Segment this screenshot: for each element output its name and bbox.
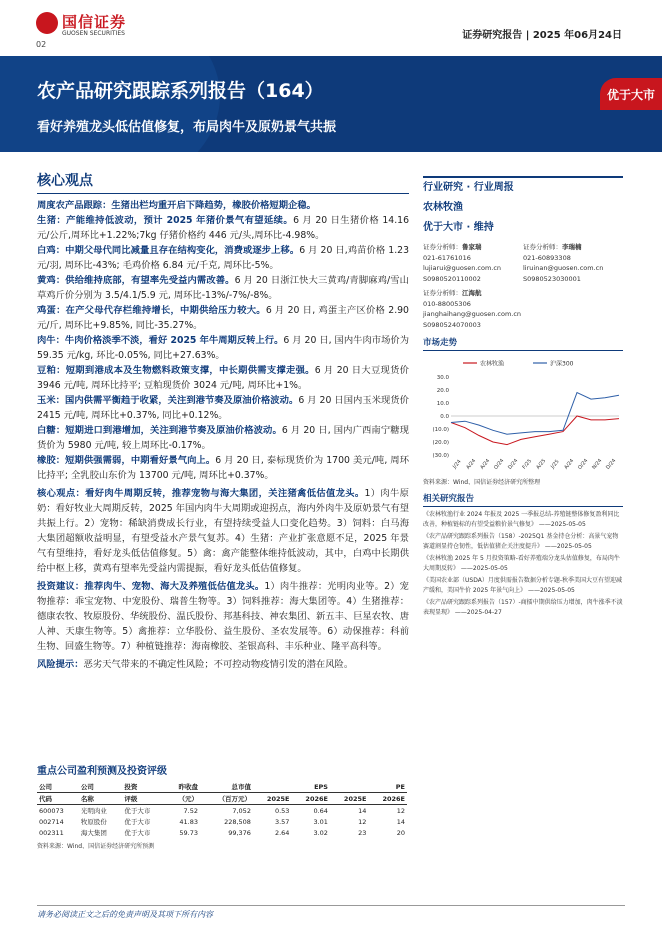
cell-eps1: 3.57 <box>274 817 290 826</box>
core-views-heading: 核心观点 <box>37 170 409 194</box>
commodity-item <box>37 423 409 453</box>
analyst-email[interactable]: jianghaihang@guosen.com.cn <box>423 310 522 318</box>
related-report-item[interactable]: 《农产品研究跟踪系列报告（158）-2025Q1 基金持仓分析：高景气宠物赛道割显持仓韧性，低估值猪企关注度提升》 ——2025-05-05 <box>423 533 619 550</box>
industry-label: 行业研究 · 行业周报 <box>423 176 623 196</box>
x-tick-label: D/24 <box>605 457 618 471</box>
analyst-name: 鲁家瑞 <box>462 243 482 251</box>
cell-name: 牧原股份 <box>80 818 107 826</box>
logo-text-en: GUOSEN SECURITIES <box>62 30 125 37</box>
risk-label: 风险提示： <box>37 659 84 670</box>
table-row <box>37 805 407 817</box>
cell-rating: 优于大市 <box>124 829 151 837</box>
cell-eps2: 3.01 <box>313 817 328 826</box>
logo-text-cn: 国信证券 <box>62 13 127 31</box>
weekly-intro <box>37 198 409 213</box>
th-rating2: 评级 <box>122 793 166 805</box>
commodity-item-text: 6 月 20 日, 泰标现货价为 1700 美元/吨, 周环比持平; 全乳胶山东价为 13700 元/吨, 周环比+0.37%。 <box>37 455 409 481</box>
analyst-role: 证券分析师： <box>523 243 562 251</box>
company-logo <box>36 10 176 44</box>
analyst-header <box>523 242 623 253</box>
report-title: 农产品研究跟踪系列报告（164） <box>37 80 324 102</box>
commodity-item-label: 肉牛：牛肉价格淡季不淡，看好 2025 年牛周期反转上行。 <box>37 335 284 346</box>
cell-code: 002714 <box>39 817 64 826</box>
commodity-item-text: 6 月 20 日, 鸡蛋主产区价格 2.90 元/斤, 周环比+9.85%, 同比-35.27%。 <box>37 305 409 331</box>
x-tick-label: N/24 <box>591 457 604 471</box>
commodity-item <box>37 303 409 333</box>
earnings-table <box>37 781 407 838</box>
commodity-item-text: 6 月 20 日大豆现货价 3946 元/吨, 周环比持平; 豆粕现货价 3024 元/吨, 周环比+1%。 <box>37 365 409 391</box>
analyst-phone: 021-61761016 <box>423 253 471 262</box>
core-view-text: 1）肉牛原奶：看好牧业大周期反转，2025 年国内肉牛大周期或迎拐点，海内外肉牛及原奶景气有望共振上行。2）宠物：稀缺消费成长行业，有望持续受益人口变化趋势。3）饲料：白马海大集团超额收益明显，有望受益水产景气复苏。4）生猪：产业扩张意愿不足，2025 年景气有望维持，看好龙头低估值修复。5）禽：禽产能整体维持低波动，其中，白鸡中长期供给中枢上移，黄鸡有望率先受益内需提振，看好龙头低估值修复。 <box>37 488 409 574</box>
th-mcap-unit: （百万元） <box>200 793 253 805</box>
commodity-item-text: 6 月 20 日生猪价格 14.16 元/公斤,周环比+1.22%;7kg 仔猪价格约 446 元/头,周环比-4.98%。 <box>37 215 409 241</box>
commodity-item <box>37 393 409 423</box>
cell-eps1: 0.53 <box>274 806 290 815</box>
th-pe: PE <box>330 781 407 793</box>
sector-rating: 优于大市 · 维持 <box>423 222 494 233</box>
risk-text: 恶劣天气带来的不确定性风险；不可控动物疫情引发的潜在风险。 <box>83 659 354 670</box>
core-view-label: 核心观点：看好肉牛周期反转，推荐宠物与海大集团，关注猪禽低估值龙头。 <box>37 488 365 499</box>
y-tick-label: (10.0) <box>432 427 449 433</box>
legend-label: 沪深300 <box>550 360 574 368</box>
related-report-item[interactable]: 《农林牧渔行业 2024 年报及 2025 一季报总结-养殖链整体修复盈利同比改善，种植链标的有望受益粮价景气修复》 ——2025-05-05 <box>423 511 620 528</box>
commodity-item <box>37 243 409 273</box>
commodity-item <box>37 453 409 483</box>
x-tick-label: O/24 <box>493 457 506 471</box>
y-tick-label: 0.0 <box>440 414 449 420</box>
analyst-email[interactable]: liruinan@guosen.com.cn <box>523 264 604 272</box>
table-row <box>37 827 407 838</box>
th-price: 昨收盘 <box>166 781 200 793</box>
analyst-cert: S0980523030001 <box>523 274 581 283</box>
earnings-table-body <box>37 805 407 839</box>
cell-pe1: 12 <box>358 817 367 826</box>
cell-mcap: 99,376 <box>228 828 251 837</box>
analyst-header <box>423 288 523 299</box>
x-tick-label: O/24 <box>577 457 590 471</box>
trend-chart-svg <box>423 355 623 475</box>
analyst-card <box>423 288 523 330</box>
x-tick-label: F/25 <box>521 458 534 471</box>
y-tick-label: 20.0 <box>436 388 449 394</box>
commodity-item-text: 6 月 20 日, 国内广西南宁糖现货价为 5980 元/吨, 较上周环比-0.17%。 <box>37 425 409 451</box>
x-tick-label: J/25 <box>549 458 561 470</box>
earnings-table-title: 重点公司盈利预测及投资评级 <box>37 766 167 777</box>
th-pe-2026: 2026E <box>368 793 407 805</box>
commodity-item-label: 豆粕：短期到港成本及生物燃料政策支撑，中长期供需支撑走强。 <box>37 365 315 376</box>
th-price-unit: （元） <box>166 793 200 805</box>
disclaimer-footer: 请务必阅读正文之后的免责声明及其项下所有内容 <box>37 905 625 920</box>
x-tick-label: A/24 <box>563 458 576 471</box>
commodity-item <box>37 273 409 303</box>
logo-mark-icon <box>36 12 58 34</box>
cell-rating: 优于大市 <box>124 807 151 815</box>
commodity-item-label: 生猪：产能维持低波动，预计 2025 年猪价景气有望延续。 <box>37 215 294 226</box>
x-tick-label: A/24 <box>479 458 492 471</box>
x-tick-label: A/25 <box>535 458 548 471</box>
cell-rating: 优于大市 <box>124 818 151 826</box>
commodity-item-label: 白糖：短期进口到港增加，关注到港节奏及原油价格波动。 <box>37 425 282 436</box>
th-eps: EPS <box>253 781 330 793</box>
analyst-role: 证券分析师： <box>423 289 462 297</box>
y-tick-label: 30.0 <box>436 375 449 381</box>
legend-label: 农林牧渔 <box>480 360 505 368</box>
related-report-item[interactable]: 《农产品研究跟踪系列报告（157）-商擂中期供给压力增加，肉牛涨季不淡表现显现》 ——2025-04-27 <box>423 599 623 616</box>
market-trend-chart <box>423 355 623 475</box>
y-tick-label: (30.0) <box>432 453 449 459</box>
th-mcap: 总市值 <box>200 781 253 793</box>
table-row <box>37 816 407 827</box>
rating-tag: 优于大市 <box>600 78 662 110</box>
cell-mcap: 7,052 <box>232 806 251 815</box>
th-code: 代码 <box>37 793 79 805</box>
x-tick-label: A/24 <box>465 458 478 471</box>
cell-eps1: 2.64 <box>274 828 290 837</box>
commodity-item-label: 白鸡：中期父母代同比减量且存在结构变化，消费或逐步上移。 <box>37 245 300 256</box>
commodity-item-label: 黄鸡：供给维持底部，有望率先受益内需改善。 <box>37 275 235 286</box>
cell-pe1: 14 <box>358 806 367 815</box>
cell-pe2: 20 <box>396 828 405 837</box>
related-report-item[interactable]: 《美国农业部（USDA）月度供需报告数据分析专题-秋季美国大豆有望迎减产缓和，美国牛价 2025 年景气向上》 ——2025-05-05 <box>423 577 622 594</box>
cell-name: 光明肉业 <box>80 807 107 815</box>
cell-pe2: 14 <box>396 817 405 826</box>
investment-text: 1）肉牛推荐：光明肉业等。2）宠物推荐：乖宝宠物、中宠股份、瑞普生物等。3）饲料推荐：海大集团等。4）生猪推荐：德康农牧、牧原股份、华统股份、温氏股份、邦基科技、神农集团、新五丰、巨星农牧、唐人神、天康生物等。5）禽推荐：立华股份、益生股份、圣农发展等。6）动保推荐：科前生物、回盛生物等。7）种植链推荐：海南橡胶、荃银高科、丰乐种业、隆平高科等。 <box>37 581 409 652</box>
x-tick-label: J/24 <box>451 458 463 470</box>
weekly-intro-text: 周度农产品跟踪：生猪出栏均重开启下降趋势，橡胶价格短期企稳。 <box>37 200 316 211</box>
commodity-item-text: 6 月 20 日, 国内牛肉市场价为 59.35 元/kg, 环比-0.05%, 同比+27.63%。 <box>37 335 409 361</box>
sidebar <box>423 176 623 617</box>
analyst-card <box>523 242 623 284</box>
analyst-role: 证券分析师： <box>423 243 462 251</box>
cell-eps2: 3.02 <box>313 828 328 837</box>
analyst-name: 江海航 <box>462 289 482 297</box>
sector-label: 农林牧渔 <box>423 202 463 213</box>
title-banner <box>0 56 662 152</box>
commodity-item <box>37 213 409 243</box>
page-number: 02 <box>36 40 47 49</box>
investment-label: 投资建议：推荐肉牛、宠物、海大及养殖低估值龙头。 <box>37 581 265 592</box>
analyst-phone: 021-60893308 <box>523 253 571 262</box>
investment-advice <box>37 579 409 654</box>
commodity-item-text: 6 月 20 日浙江快大三黄鸡/青脚麻鸡/雪山草鸡斤价分别为 3.5/4.1/5.9 元, 周环比-13%/-7%/-8%。 <box>37 275 409 301</box>
commodity-item <box>37 363 409 393</box>
y-tick-label: 10.0 <box>436 401 449 407</box>
analyst-list <box>423 242 623 330</box>
analyst-header <box>423 242 523 253</box>
cell-name: 海大集团 <box>80 829 107 837</box>
commodity-item-text: 6 月 20 日,鸡苗价格 1.23 元/羽, 周环比-43%; 毛鸡价格 6.84 元/千克, 周环比-5%。 <box>37 245 409 271</box>
cell-price: 7.52 <box>183 806 198 815</box>
earnings-table-section <box>37 762 625 850</box>
related-reports-heading: 相关研究报告 <box>423 492 623 507</box>
commodity-item-label: 玉米：国内供需平衡趋于收紧，关注到港节奏及原油价格波动。 <box>37 395 299 406</box>
th-pe-2025: 2025E <box>330 793 369 805</box>
report-header-info <box>462 26 622 41</box>
banner-decoration <box>0 56 220 152</box>
x-tick-label: D/24 <box>507 457 520 471</box>
cell-mcap: 228,508 <box>224 817 251 826</box>
market-trend-heading: 市场走势 <box>423 336 623 351</box>
th-name2: 名称 <box>79 793 123 805</box>
core-view-paragraph <box>37 486 409 576</box>
cell-eps2: 0.64 <box>313 806 328 815</box>
series-line-1 <box>451 393 619 435</box>
analyst-phone: 010-88005306 <box>423 299 471 308</box>
analyst-name: 李瑞楠 <box>562 243 582 251</box>
cell-pe1: 23 <box>358 828 367 837</box>
analyst-cert: S0980524070003 <box>423 320 481 329</box>
commodity-item-text: 6 月 20 日国内玉米现货价 2415 元/吨, 周环比+0.37%, 同比+0.12%。 <box>37 395 409 421</box>
table-source: 资料来源：Wind、国信证券经济研究所预测 <box>37 843 155 850</box>
related-report-item[interactable]: 《农林牧渔 2025 年 5 月投资策略-看好养殖端分龙头估值修复，布局肉牛大周期反转》 ——2025-05-05 <box>423 555 620 572</box>
header-divider: | <box>525 30 533 41</box>
th-rating: 投资 <box>122 781 166 793</box>
cell-code: 600073 <box>39 806 64 815</box>
series-line-0 <box>451 416 619 445</box>
th-company: 公司 <box>37 781 79 793</box>
th-name: 公司 <box>79 781 123 793</box>
cell-code: 002311 <box>39 828 64 837</box>
y-tick-label: (20.0) <box>432 440 449 446</box>
top-header <box>0 0 662 50</box>
analyst-cert: S0980520110002 <box>423 274 481 283</box>
cell-price: 41.83 <box>179 817 198 826</box>
analyst-card <box>423 242 523 284</box>
related-reports-list <box>423 510 623 617</box>
core-views-section <box>37 170 409 672</box>
report-type: 证券研究报告 <box>462 30 523 41</box>
th-eps-2026: 2026E <box>291 793 330 805</box>
cell-pe2: 12 <box>396 806 405 815</box>
analyst-email[interactable]: lujiarui@guosen.com.cn <box>423 264 502 272</box>
th-eps-2025: 2025E <box>253 793 292 805</box>
commodity-item <box>37 333 409 363</box>
cell-price: 59.73 <box>179 828 198 837</box>
commodity-list <box>37 213 409 483</box>
commodity-item-label: 鸡蛋：在产父母代存栏维持增长，中期供给压力较大。 <box>37 305 266 316</box>
chart-source: 资料来源：Wind、国信证券经济研究所整理 <box>423 479 541 486</box>
report-date: 2025 年06月24日 <box>532 30 622 41</box>
report-subtitle: 看好养殖龙头低估值修复，布局肉牛及原奶景气共振 <box>37 120 337 135</box>
commodity-item-label: 橡胶：短期供强需弱，中期看好景气向上。 <box>37 455 216 466</box>
risk-warning <box>37 657 409 672</box>
